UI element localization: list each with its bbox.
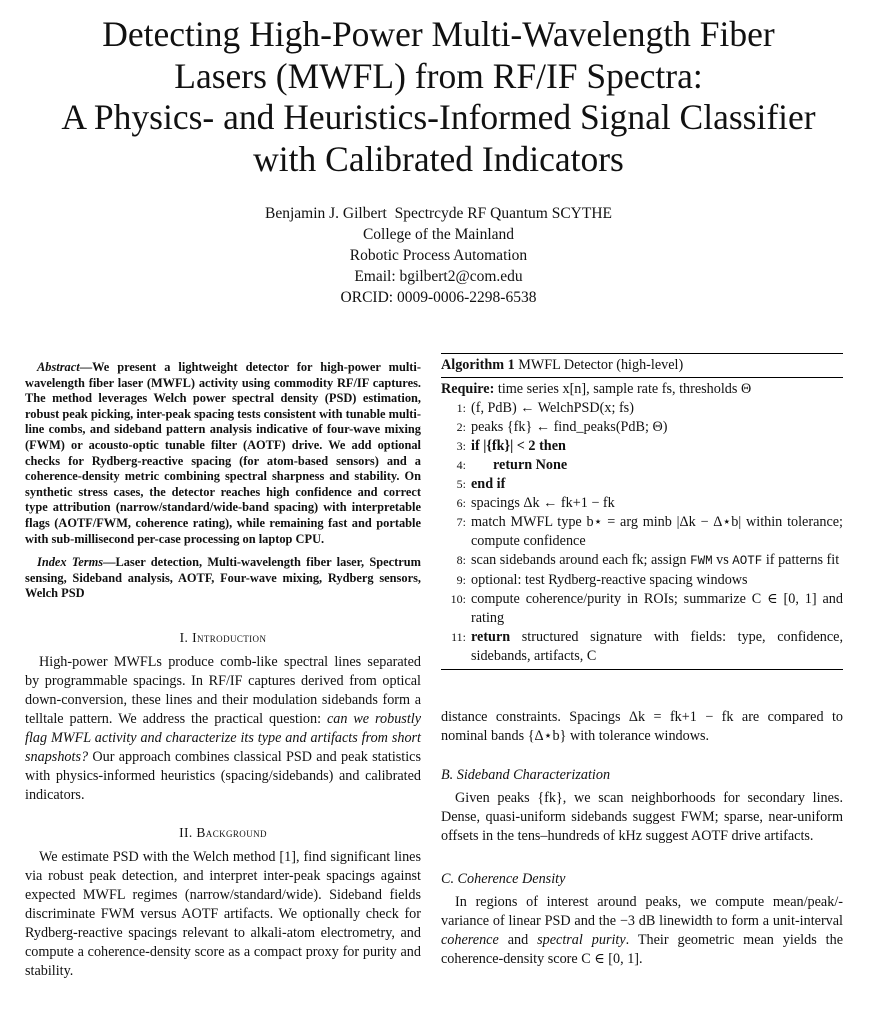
algorithm-name: MWFL Detector (high-level) xyxy=(518,357,684,373)
index-terms xyxy=(25,555,421,602)
algorithm-line xyxy=(441,475,843,494)
line-text: peaks {fk} ← find_peaks(PdB; Θ) xyxy=(471,419,668,435)
paper-title xyxy=(0,14,877,180)
fwm-code: FWM xyxy=(690,554,713,568)
coherence-text: . Their geometric mean yields the coherence-density score C ∈ [0, 1]. xyxy=(441,932,843,967)
intro-text: Our approach combines classical PSD and peak statistics with physics-informed heuristics (spacing/sidebands) and calibrated indicators. xyxy=(25,748,421,803)
algorithm-line xyxy=(441,494,843,513)
line-text: end if xyxy=(471,476,506,492)
line-number: 4: xyxy=(456,458,466,472)
line-number: 10: xyxy=(450,592,466,606)
algorithm-line xyxy=(441,513,843,551)
line-number: 1: xyxy=(456,401,466,415)
line-number: 8: xyxy=(456,553,466,567)
line-text: optional: test Rydberg-reactive spacing windows xyxy=(471,572,748,588)
algorithm-require xyxy=(441,378,843,399)
title-line: with Calibrated Indicators xyxy=(253,138,624,179)
abstract-text: —We present a lightweight detector for high-power multi-wavelength fiber laser (MWFL) activity using commodity RF/IF captures. The method leverages Welch power spectral density (PSD) estimation, robust peak picking, inter-peak spacing tests consistent with tunable multi-line combs, and sideband pattern analysis indicative of four-wave mixing (FWM) or acousto-optic tunable filter (AOTF) drive. We add optional checks for Rydberg-reactive spacing (for atom-based sensors) and a coherence-density metric combining spectral sharpness and stability. On synthetic stress cases, the detector reaches high confidence and correct type attribution (narrow/standard/wide-band spacing) with interpretable flags (AOTF/FWM, coherence rating), while remaining fast and portable with sub-millisecond per-case processing on laptop CPU. xyxy=(25,360,421,546)
require-text: time series x[n], sample rate fs, thresholds Θ xyxy=(497,381,752,397)
line-text: match MWFL type b⋆ = arg minb |Δk − Δ⋆b| within tolerance; compute confidence xyxy=(471,514,843,549)
line-text: return None xyxy=(493,457,568,473)
aotf-code: AOTF xyxy=(732,554,763,568)
algorithm-line xyxy=(441,437,843,456)
algorithm-header xyxy=(441,354,843,378)
line-text xyxy=(471,551,843,571)
line-text-part: scan sidebands around each fk; assign xyxy=(471,552,691,568)
intro-text: High-power MWFLs produce comb-like spectral lines separated by programmable spacings. In RF/IF captures derived from optical down-conversion, these lines and their modulation sidebands form a telltale pattern. We address the practical question: xyxy=(25,653,421,727)
line-number: 11: xyxy=(451,630,466,644)
continued-paragraph: distance constraints. Spacings Δk = fk+1 − fk are compared to nominal bands {Δ⋆b} with tolerance windows. xyxy=(441,709,843,744)
line-number: 2: xyxy=(456,420,466,434)
line-text: compute coherence/purity in ROIs; summarize C ∈ [0, 1] and rating xyxy=(471,591,843,626)
section-heading-background: II. Background xyxy=(179,824,267,840)
title-line: Detecting High-Power Multi-Wavelength Fiber xyxy=(102,14,775,54)
line-text: spacings Δk ← fk+1 − fk xyxy=(471,495,615,511)
algorithm-line xyxy=(441,456,843,475)
line-number: 3: xyxy=(456,439,466,453)
algorithm-line xyxy=(441,418,843,437)
affiliation: Robotic Process Automation xyxy=(349,247,528,264)
background-paragraph: We estimate PSD with the Welch method [1], find significant lines via robust peak detection, and interpret inter-peak spacings against expected MWFL regimes (narrow/standard/wide). Sideband fields discriminate FWM versus AOTF artifacts. We optionally check for Rydberg-reactive spacings relevant to alkali-atom electrometry, and compute a coherence-density score as a compact proxy for purity and stability. xyxy=(25,848,421,979)
coherence-paragraph xyxy=(441,893,843,969)
line-text-part: if patterns fit xyxy=(762,552,840,568)
intro-paragraph xyxy=(25,653,421,805)
line-text: (f, PdB) ← WelchPSD(x; fs) xyxy=(471,400,634,416)
title-line: Lasers (MWFL) from RF/IF Spectra: xyxy=(174,55,703,96)
line-text-part: structured signature with fields: type, confidence, sidebands, artifacts, C xyxy=(471,629,843,664)
abstract xyxy=(25,360,421,547)
purity-term: spectral purity xyxy=(537,932,626,948)
sideband-paragraph: Given peaks {fk}, we scan neighborhoods for secondary lines. Dense, quasi-uniform sidebands suggest FWM; sparse, near-uniform offsets in the tens–hundreds of kHz suggest AOTF drive artifacts. xyxy=(441,790,843,844)
line-number: 5: xyxy=(456,477,466,491)
left-column xyxy=(25,358,421,981)
line-text: if |{fk}| < 2 then xyxy=(471,438,566,454)
author-email: Email: bgilbert2@com.edu xyxy=(354,268,523,285)
return-keyword: return xyxy=(471,629,511,645)
coherence-term: coherence xyxy=(441,932,499,948)
line-text xyxy=(471,628,843,666)
index-terms-label: Index Terms xyxy=(37,555,104,570)
author-names: Benjamin J. Gilbert Spectrcyde RF Quantum SCYTHE xyxy=(265,205,612,222)
section-heading-introduction: I. Introduction xyxy=(179,629,267,645)
line-text-part: vs xyxy=(712,552,733,568)
title-line: A Physics- and Heuristics-Informed Signal Classifier xyxy=(61,97,816,137)
algorithm-box xyxy=(441,353,843,670)
affiliation: College of the Mainland xyxy=(362,226,515,243)
algorithm-line xyxy=(441,551,843,571)
index-terms-text: —Laser detection, Multi-wavelength fiber laser, Spectrum sensing, Sideband analysis, AOTF, Four-wave mixing, Rydberg sensors, Welch PSD xyxy=(25,555,421,601)
require-keyword: Require: xyxy=(441,381,495,397)
algorithm-line xyxy=(441,399,843,418)
coherence-text: In regions of interest around peaks, we compute mean/peak/-variance of linear PSD and the −3 dB linewidth to form a unit-interval xyxy=(441,894,843,929)
algorithm-line xyxy=(441,628,843,669)
coherence-text: and xyxy=(498,932,538,948)
algorithm-line xyxy=(441,571,843,590)
intro-question: can we robustly flag MWFL activity and characterize its type and artifacts from short snapshots? xyxy=(25,710,421,765)
line-number: 7: xyxy=(456,515,466,529)
right-column xyxy=(441,358,843,969)
line-number: 6: xyxy=(456,496,466,510)
author-orcid: ORCID: 0009-0006-2298-6538 xyxy=(340,289,537,306)
author-block xyxy=(0,203,877,308)
subsection-heading-sideband: B. Sideband Characterization xyxy=(441,767,611,783)
line-number: 9: xyxy=(456,573,466,587)
subsection-heading-coherence: C. Coherence Density xyxy=(441,871,566,887)
algorithm-line xyxy=(441,590,843,628)
abstract-label: Abstract xyxy=(37,360,80,374)
algorithm-label: Algorithm 1 xyxy=(441,357,515,373)
